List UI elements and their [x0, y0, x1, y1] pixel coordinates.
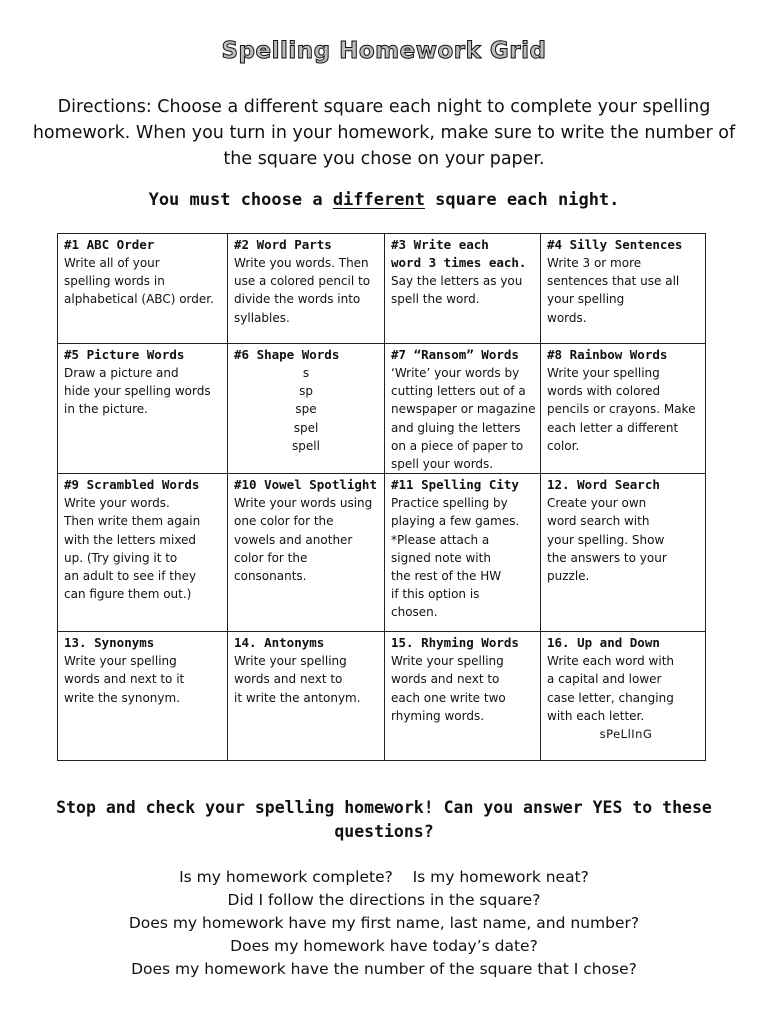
grid-cell-7 — [385, 344, 541, 474]
grid-cell-16 — [541, 632, 706, 761]
cell-instructions: Create your own word search with your spelling. Show the answers to your puzzle. — [547, 496, 667, 584]
grid-row — [58, 344, 706, 474]
cell-instructions: Write your words using one color for the vowels and another color for the consonants. — [234, 496, 373, 584]
grid-cell-15 — [385, 632, 541, 761]
cell-instructions: Write your spelling words and next to it write the antonym. — [234, 654, 361, 705]
checklist-question: Is my homework complete? Is my homework neat? — [179, 868, 589, 886]
grid-cell-10 — [228, 474, 385, 632]
cell-instructions: Draw a picture and hide your spelling words in the picture. — [64, 366, 211, 417]
cell-heading: #7 “Ransom” Words — [391, 347, 519, 362]
grid-cell-4 — [541, 234, 706, 344]
cell-heading: #10 Vowel Spotlight — [234, 477, 377, 493]
cell-heading: #8 Rainbow Words — [547, 347, 668, 362]
checklist-question: Did I follow the directions in the square? — [227, 891, 541, 909]
grid-cell-13 — [58, 632, 228, 761]
grid-cell-1 — [58, 234, 228, 344]
must-choose-suffix: square each night. — [424, 190, 620, 210]
checklist-question: Does my homework have today’s date? — [230, 937, 538, 955]
grid-cell-2 — [228, 234, 385, 344]
grid-cell-5 — [58, 344, 228, 474]
grid-row — [58, 632, 706, 761]
grid-cell-9 — [58, 474, 228, 632]
cell-heading: 14. Antonyms — [234, 635, 325, 651]
cell-instructions: Write each word with a capital and lower case letter, changing with each letter. — [547, 654, 675, 723]
directions-text: Directions: Choose a different square each night to complete your spelling homework. When you turn in your homework, make sure to write the number of the square you chose on your paper. — [32, 97, 736, 169]
stop-and-check-heading: Stop and check your spelling homework! Can you answer YES to these questions? — [56, 798, 712, 841]
cell-heading: #9 Scrambled Words — [64, 477, 200, 493]
grid-cell-12 — [541, 474, 706, 632]
cell-instructions: s sp spe spel spell — [292, 366, 320, 453]
cell-heading: 15. Rhyming Words — [391, 635, 519, 651]
grid-cell-3 — [385, 234, 541, 344]
cell-heading: 12. Word Search — [547, 477, 660, 493]
must-choose-note — [0, 190, 768, 210]
grid-cell-8 — [541, 344, 706, 474]
checklist-questions — [0, 866, 768, 981]
cell-heading: #11 Spelling City — [391, 477, 519, 493]
grid-cell-14 — [228, 632, 385, 761]
grid-row — [58, 234, 706, 344]
cell-heading: #6 Shape Words — [234, 347, 340, 362]
cell-instructions: Write 3 or more sentences that use all your spelling words. — [547, 256, 680, 325]
cell-instructions: Write your spelling words and next to each one write two rhyming words. — [391, 654, 506, 723]
checklist-question: Does my homework have the number of the square that I chose? — [131, 960, 637, 978]
mixed-case-example: sPeLlInG — [599, 727, 653, 742]
must-choose-prefix: You must choose a — [148, 190, 333, 210]
must-choose-emphasis: different — [332, 190, 425, 210]
cell-heading: #1 ABC Order — [64, 237, 155, 252]
cell-instructions: Say the letters as you spell the word. — [391, 274, 523, 307]
checklist-question: Does my homework have my first name, last name, and number? — [128, 914, 640, 932]
page-title: Spelling Homework Grid — [221, 38, 547, 64]
cell-instructions: Write you words. Then use a colored pencil to divide the words into syllables. — [234, 256, 371, 325]
grid-cell-11 — [385, 474, 541, 632]
homework-grid — [57, 233, 706, 761]
cell-heading: #5 Picture Words — [64, 347, 185, 362]
cell-instructions: Practice spelling by playing a few games. *Please attach a signed note with the rest of the HW if this option is chosen. — [391, 496, 520, 620]
cell-heading: 13. Synonyms — [64, 635, 155, 651]
cell-instructions: ‘Write’ your words by cutting letters out of a newspaper or magazine and gluing the letters on a piece of paper to spell your words. — [391, 366, 536, 472]
cell-instructions: Write your spelling words and next to it write the synonym. — [64, 654, 185, 705]
cell-instructions: Write all of your spelling words in alphabetical (ABC) order. — [64, 256, 214, 307]
cell-heading: #4 Silly Sentences — [547, 237, 683, 252]
cell-heading: #3 Write each word 3 times each. — [391, 237, 527, 270]
cell-heading: 16. Up and Down — [547, 635, 660, 651]
cell-heading: #2 Word Parts — [234, 237, 332, 252]
cell-instructions: Write your spelling words with colored pencils or crayons. Make each letter a different color. — [547, 366, 696, 453]
cell-instructions: Write your words. Then write them again with the letters mixed up. (Try giving it to an adult to see if they can figure them out.) — [64, 496, 201, 602]
grid-row — [58, 474, 706, 632]
grid-cell-6 — [228, 344, 385, 474]
